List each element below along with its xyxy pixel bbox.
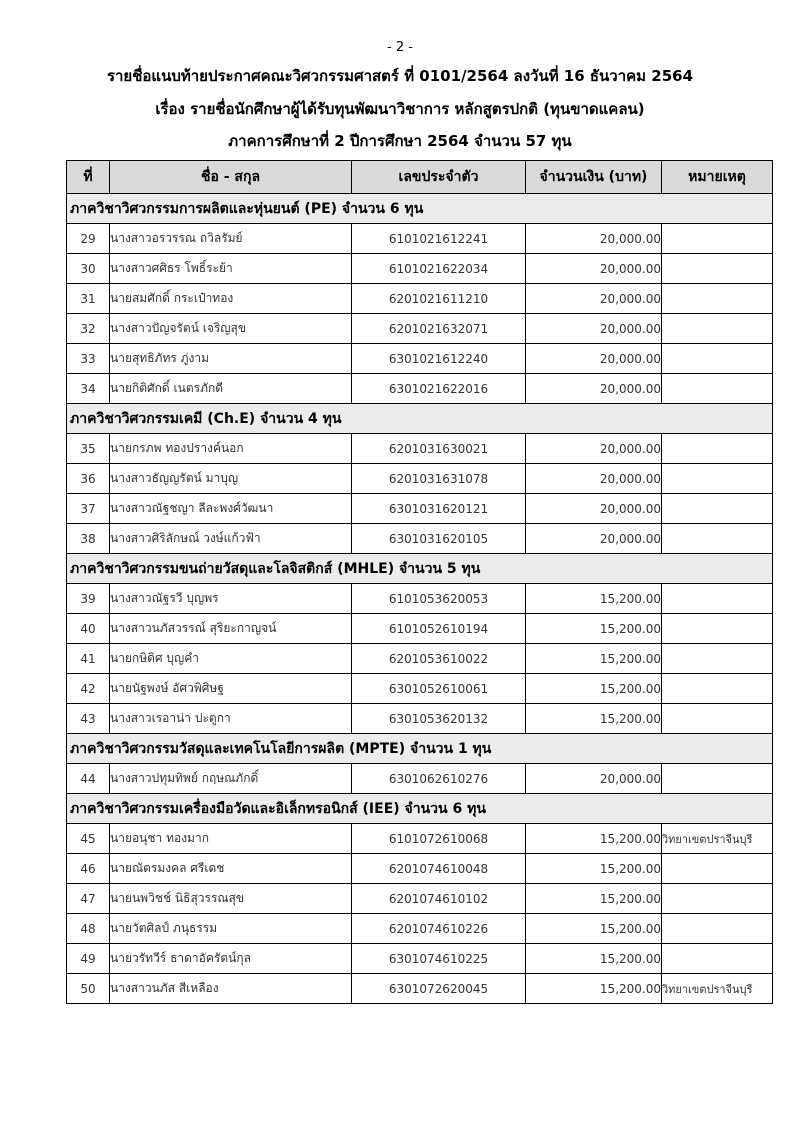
- cell-number: 41: [67, 644, 110, 674]
- department-title: ภาควิชาวิศวกรรมเครื่องมือวัดและอิเล็กทรอนิกส์ (IEE) จำนวน 6 ทุน: [67, 794, 773, 824]
- cell-student-name: นายนัฐพงษ์ อัศวพิศิษฐ: [110, 674, 352, 704]
- scholarship-table: [66, 160, 773, 1004]
- column-header-student-id: เลขประจำตัว: [352, 161, 526, 194]
- cell-remark: [662, 644, 773, 674]
- cell-amount: 15,200.00: [526, 854, 662, 884]
- cell-remark: [662, 224, 773, 254]
- cell-student-id: 6301062610276: [352, 764, 526, 794]
- cell-amount: 20,000.00: [526, 464, 662, 494]
- cell-remark: [662, 764, 773, 794]
- table-row: [67, 254, 773, 284]
- cell-remark: [662, 494, 773, 524]
- cell-remark: [662, 614, 773, 644]
- cell-remark: [662, 374, 773, 404]
- cell-remark: [662, 914, 773, 944]
- cell-remark: [662, 674, 773, 704]
- cell-remark: [662, 854, 773, 884]
- column-header-amount: จำนวนเงิน (บาท): [526, 161, 662, 194]
- cell-student-name: นางสาวศิริลักษณ์ วงษ์แก้วฟ้า: [110, 524, 352, 554]
- table-row: [67, 854, 773, 884]
- cell-number: 38: [67, 524, 110, 554]
- document-subject: เรื่อง รายชื่อนักศึกษาผู้ได้รับทุนพัฒนาวิชาการ หลักสูตรปกติ (ทุนขาดแคลน): [155, 100, 645, 118]
- cell-amount: 15,200.00: [526, 704, 662, 734]
- cell-number: 29: [67, 224, 110, 254]
- cell-remark: [662, 524, 773, 554]
- table-row: [67, 764, 773, 794]
- cell-student-id: 6301052610061: [352, 674, 526, 704]
- cell-student-name: นายสมศักดิ์ กระเป๋าทอง: [110, 284, 352, 314]
- cell-number: 44: [67, 764, 110, 794]
- cell-amount: 15,200.00: [526, 824, 662, 854]
- cell-remark: [662, 254, 773, 284]
- cell-student-name: นายกษิดิศ บุญคำ: [110, 644, 352, 674]
- cell-student-name: นางสาวธัญญรัตน์ มาบุญ: [110, 464, 352, 494]
- cell-student-name: นายนพวิชช์ นิธิสุวรรณสุข: [110, 884, 352, 914]
- cell-amount: 20,000.00: [526, 494, 662, 524]
- cell-amount: 15,200.00: [526, 944, 662, 974]
- cell-student-name: นายกรภพ ทองปรางค์นอก: [110, 434, 352, 464]
- table-row: [67, 434, 773, 464]
- cell-amount: 15,200.00: [526, 974, 662, 1004]
- cell-number: 46: [67, 854, 110, 884]
- cell-student-name: นางสาวนภัสวรรณ์ สุริยะกาญจน์: [110, 614, 352, 644]
- table-row: [67, 464, 773, 494]
- cell-student-id: 6201021632071: [352, 314, 526, 344]
- cell-number: 45: [67, 824, 110, 854]
- cell-amount: 20,000.00: [526, 224, 662, 254]
- table-row: [67, 824, 773, 854]
- cell-remark: [662, 464, 773, 494]
- cell-remark: [662, 944, 773, 974]
- cell-number: 34: [67, 374, 110, 404]
- table-row: [67, 494, 773, 524]
- cell-student-id: 6201021611210: [352, 284, 526, 314]
- table-row: [67, 284, 773, 314]
- cell-number: 30: [67, 254, 110, 284]
- cell-amount: 15,200.00: [526, 884, 662, 914]
- cell-number: 43: [67, 704, 110, 734]
- cell-student-name: นางสาวณัฐรวี บุญพร: [110, 584, 352, 614]
- cell-number: 39: [67, 584, 110, 614]
- cell-student-name: นายสุทธิภัทร ภู่งาม: [110, 344, 352, 374]
- table-row: [67, 644, 773, 674]
- cell-student-id: 6301031620105: [352, 524, 526, 554]
- cell-student-name: นางสาวปัญจรัตน์ เจริญสุข: [110, 314, 352, 344]
- cell-student-name: นางสาวนภัส สีเหลือง: [110, 974, 352, 1004]
- department-title: ภาควิชาวิศวกรรมเคมี (Ch.E) จำนวน 4 ทุน: [67, 404, 773, 434]
- department-section-row: [67, 194, 773, 224]
- cell-number: 32: [67, 314, 110, 344]
- cell-student-name: นายวัตศิลป์ ภนุธรรม: [110, 914, 352, 944]
- table-row: [67, 374, 773, 404]
- cell-amount: 20,000.00: [526, 434, 662, 464]
- cell-remark: [662, 704, 773, 734]
- cell-number: 33: [67, 344, 110, 374]
- cell-student-id: 6101072610068: [352, 824, 526, 854]
- cell-student-name: นายณัตรมงคล ศรีเดช: [110, 854, 352, 884]
- cell-amount: 15,200.00: [526, 914, 662, 944]
- cell-remark: วิทยาเขตปราจีนบุรี: [662, 824, 773, 854]
- cell-student-id: 6101021612241: [352, 224, 526, 254]
- cell-number: 42: [67, 674, 110, 704]
- cell-amount: 20,000.00: [526, 314, 662, 344]
- cell-student-id: 6301072620045: [352, 974, 526, 1004]
- cell-amount: 15,200.00: [526, 674, 662, 704]
- cell-number: 47: [67, 884, 110, 914]
- table-row: [67, 674, 773, 704]
- table-row: [67, 614, 773, 644]
- department-title: ภาควิชาวิศวกรรมวัสดุและเทคโนโลยีการผลิต (MPTE) จำนวน 1 ทุน: [67, 734, 773, 764]
- document-heading: รายชื่อแนบท้ายประกาศคณะวิศวกรรมศาสตร์ ที่ 0101/2564 ลงวันที่ 16 ธันวาคม 2564: [106, 67, 694, 85]
- table-row: [67, 704, 773, 734]
- cell-remark: [662, 884, 773, 914]
- table-row: [67, 314, 773, 344]
- cell-student-id: 6201074610048: [352, 854, 526, 884]
- cell-student-id: 6101021622034: [352, 254, 526, 284]
- department-section-row: [67, 404, 773, 434]
- cell-amount: 20,000.00: [526, 764, 662, 794]
- cell-student-name: นางสาวณัฐชญา ลีละพงศ์วัฒนา: [110, 494, 352, 524]
- table-row: [67, 344, 773, 374]
- semester-line: ภาคการศึกษาที่ 2 ปีการศึกษา 2564 จำนวน 57 ทุน: [228, 132, 572, 150]
- cell-amount: 20,000.00: [526, 524, 662, 554]
- cell-student-name: นายวรัทวีร์ ธาดาอัครัตน์กุล: [110, 944, 352, 974]
- cell-student-name: นางสาวอรวรรณ ถวิลรัมย์: [110, 224, 352, 254]
- cell-student-id: 6301053620132: [352, 704, 526, 734]
- cell-student-id: 6301021612240: [352, 344, 526, 374]
- cell-remark: [662, 344, 773, 374]
- cell-number: 50: [67, 974, 110, 1004]
- table-body: [67, 194, 773, 1004]
- cell-amount: 20,000.00: [526, 344, 662, 374]
- table-row: [67, 884, 773, 914]
- column-header-no: ที่: [67, 161, 110, 194]
- cell-student-id: 6201074610226: [352, 914, 526, 944]
- cell-remark: [662, 434, 773, 464]
- cell-amount: 15,200.00: [526, 644, 662, 674]
- department-title: ภาควิชาวิศวกรรมการผลิตและหุ่นยนต์ (PE) จำนวน 6 ทุน: [67, 194, 773, 224]
- cell-student-name: นายอนุชา ทองมาก: [110, 824, 352, 854]
- cell-student-id: 6201031630021: [352, 434, 526, 464]
- department-section-row: [67, 794, 773, 824]
- cell-student-id: 6201053610022: [352, 644, 526, 674]
- cell-student-name: นายกิติศักดิ์ เนตรภักดี: [110, 374, 352, 404]
- column-header-name: ชื่อ - สกุล: [110, 161, 352, 194]
- table-row: [67, 914, 773, 944]
- cell-number: 35: [67, 434, 110, 464]
- cell-student-id: 6101052610194: [352, 614, 526, 644]
- department-title: ภาควิชาวิศวกรรมขนถ่ายวัสดุและโลจิสติกส์ (MHLE) จำนวน 5 ทุน: [67, 554, 773, 584]
- table-row: [67, 524, 773, 554]
- cell-student-name: นางสาวปทุมทิพย์ กฤษณภักดิ์: [110, 764, 352, 794]
- department-section-row: [67, 734, 773, 764]
- department-section-row: [67, 554, 773, 584]
- cell-student-id: 6301074610225: [352, 944, 526, 974]
- table-row: [67, 584, 773, 614]
- cell-student-id: 6101053620053: [352, 584, 526, 614]
- table-row: [67, 974, 773, 1004]
- cell-number: 49: [67, 944, 110, 974]
- table-row: [67, 944, 773, 974]
- cell-student-id: 6301031620121: [352, 494, 526, 524]
- table-row: [67, 224, 773, 254]
- cell-student-name: นางสาวศศิธร โพธิ์ระย้า: [110, 254, 352, 284]
- column-header-remark: หมายเหตุ: [662, 161, 773, 194]
- cell-remark: [662, 584, 773, 614]
- cell-student-name: นางสาวเรอาน่า ปะตูกา: [110, 704, 352, 734]
- cell-amount: 20,000.00: [526, 254, 662, 284]
- cell-number: 36: [67, 464, 110, 494]
- cell-student-id: 6201031631078: [352, 464, 526, 494]
- cell-number: 37: [67, 494, 110, 524]
- cell-number: 48: [67, 914, 110, 944]
- cell-remark: วิทยาเขตปราจีนบุรี: [662, 974, 773, 1004]
- cell-number: 40: [67, 614, 110, 644]
- cell-amount: 15,200.00: [526, 584, 662, 614]
- cell-amount: 20,000.00: [526, 374, 662, 404]
- cell-remark: [662, 314, 773, 344]
- cell-student-id: 6301021622016: [352, 374, 526, 404]
- cell-number: 31: [67, 284, 110, 314]
- cell-remark: [662, 284, 773, 314]
- cell-student-id: 6201074610102: [352, 884, 526, 914]
- page-number: - 2 -: [387, 40, 413, 55]
- table-header-row: [67, 161, 773, 194]
- cell-amount: 20,000.00: [526, 284, 662, 314]
- cell-amount: 15,200.00: [526, 614, 662, 644]
